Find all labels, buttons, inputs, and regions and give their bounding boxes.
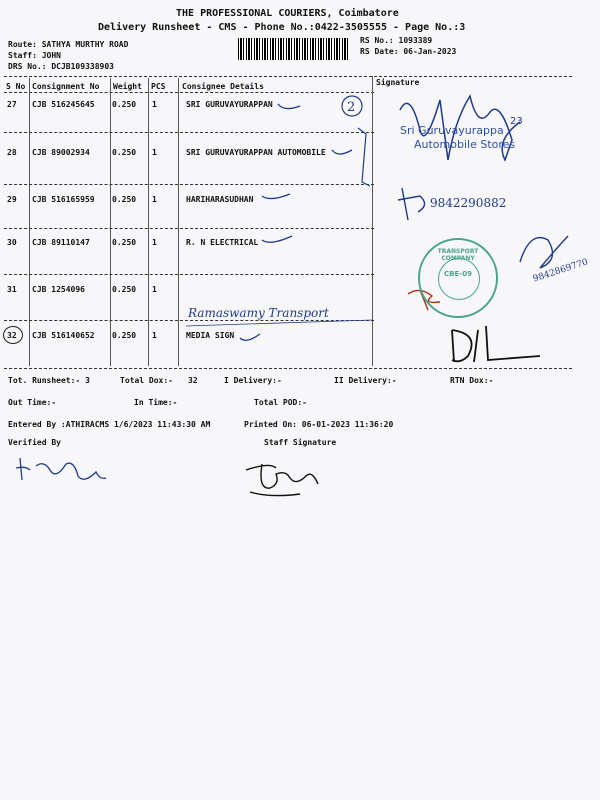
col-weight: Weight: [113, 82, 142, 91]
route-label: Route: SATHYA MURTHY ROAD: [8, 40, 129, 49]
ii-delivery: II Delivery:-: [334, 376, 397, 385]
row-sno: 31: [7, 285, 17, 294]
row-weight: 0.250: [112, 100, 137, 109]
verified-by: Verified By: [8, 438, 61, 447]
svg-text:2: 2: [347, 100, 356, 115]
row-pcs: 1: [152, 148, 157, 157]
col-sno: S No: [6, 82, 26, 91]
row-consignee: SRI GURUVAYURAPPAN AUTOMOBILE: [186, 148, 326, 157]
col-pcs: PCS: [151, 82, 166, 91]
row-consignment: CJB 516245645: [32, 100, 95, 109]
entered-by: Entered By :ATHIRACMS 1/6/2023 11:43:30 AM: [8, 420, 211, 429]
row-sno: 32: [7, 331, 17, 340]
total-dox-label: Total Dox:-: [120, 376, 173, 385]
company-stamp: [418, 238, 498, 318]
row-consignee: R. N ELECTRICAL: [186, 238, 259, 247]
rs-number: RS No.: 1093389: [360, 36, 433, 45]
row-consignment: CJB 516165959: [32, 195, 95, 204]
row-sno: 30: [7, 238, 17, 247]
phone-note-29: 9842290882: [430, 196, 507, 210]
total-pod: Total POD:-: [254, 398, 307, 407]
stamp-text-line1: Sri Guruvayurappa: [400, 124, 504, 137]
stamp-top-text: TRANSPORT COMPANY: [437, 248, 479, 262]
col-consignment: Consignment No: [32, 82, 100, 91]
row-consignment: CJB 516140652: [32, 331, 95, 340]
rs-date: RS Date: 06-Jan-2023: [360, 47, 457, 56]
row-weight: 0.250: [112, 238, 137, 247]
row-sno: 27: [7, 100, 17, 109]
row-pcs: 1: [152, 331, 157, 340]
handwritten-note-31: Ramaswamy Transport: [188, 306, 329, 320]
printed-on: Printed On: 06-01-2023 11:36:20: [244, 420, 394, 429]
row-weight: 0.250: [112, 195, 137, 204]
company-title: THE PROFESSIONAL COURIERS, Coimbatore: [176, 8, 399, 19]
row-pcs: 1: [152, 195, 157, 204]
rtn-dox: RTN Dox:-: [450, 376, 494, 385]
row-consignment: CJB 89110147: [32, 238, 90, 247]
col-signature: Signature: [376, 78, 420, 87]
bottom-signatures: [0, 440, 600, 560]
i-delivery: I Delivery:-: [224, 376, 282, 385]
row-sno: 28: [7, 148, 17, 157]
row-weight: 0.250: [112, 148, 137, 157]
total-dox-value: 32: [188, 376, 198, 385]
row-consignment: CJB 89002934: [32, 148, 90, 157]
staff-label: Staff: JOHN: [8, 51, 61, 60]
row-consignee: HARIHARASUDHAN: [186, 195, 254, 204]
total-runsheet: Tot. Runsheet:- 3: [8, 376, 90, 385]
runsheet-title: Delivery Runsheet - CMS - Phone No.:0422-3505555 - Page No.:3: [98, 22, 466, 33]
row-weight: 0.250: [112, 331, 137, 340]
svg-text:23: 23: [510, 116, 523, 127]
row-consignee: MEDIA SIGN: [186, 331, 235, 340]
row-pcs: 1: [152, 285, 157, 294]
row-consignment: CJB 1254096: [32, 285, 85, 294]
row-sno: 29: [7, 195, 17, 204]
row-consignee: SRI GURUVAYURAPPAN: [186, 100, 273, 109]
col-consignee: Consignee Details: [182, 82, 264, 91]
phone-note-30: 9842869770: [531, 257, 590, 285]
staff-signature-label: Staff Signature: [264, 438, 337, 447]
in-time: In Time:-: [134, 398, 178, 407]
stamp-center-text: CBE-09: [444, 270, 472, 278]
row-pcs: 1: [152, 238, 157, 247]
row-pcs: 1: [152, 100, 157, 109]
drs-label: DRS No.: DCJB109338903: [8, 62, 114, 71]
out-time: Out Time:-: [8, 398, 57, 407]
row-weight: 0.250: [112, 285, 137, 294]
stamp-text-line2: Automobile Stores: [414, 138, 516, 151]
